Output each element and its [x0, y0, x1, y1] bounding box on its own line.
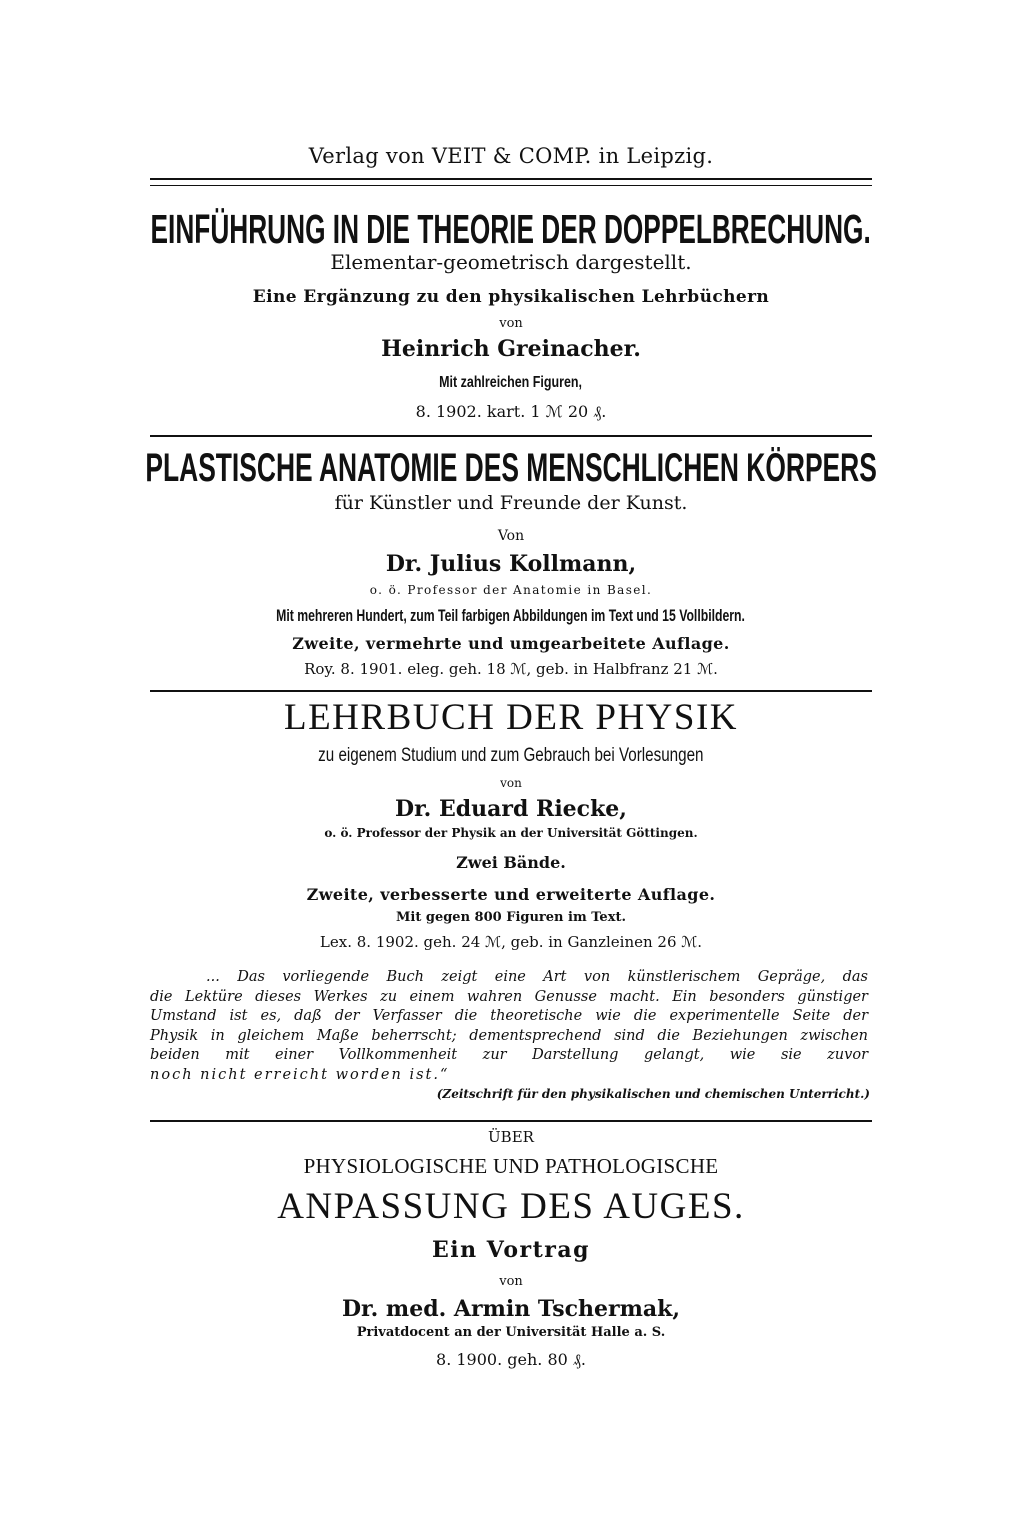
book3-von: von: [500, 776, 522, 790]
book1-author: Heinrich Greinacher.: [381, 336, 641, 362]
book4-title-line1: PHYSIOLOGISCHE UND PATHOLOGISCHE: [303, 1154, 719, 1178]
book3-title: LEHRBUCH DER PHYSIK: [283, 697, 739, 738]
book2-illustrations-wrap: [150, 606, 872, 626]
book3-price: Lex. 8. 1902. geh. 24 ℳ, geb. in Ganzleinen 26 ℳ.: [319, 933, 703, 951]
book3-subtitle-wrap: [150, 745, 872, 767]
book4-over: ÜBER: [488, 1128, 534, 1146]
divider-1: [150, 435, 872, 437]
book2-author: Dr. Julius Kollmann,: [385, 551, 637, 577]
book1-von: von: [499, 316, 523, 331]
book1-title-wrap: [150, 206, 872, 250]
book3-author: Dr. Eduard Riecke,: [395, 796, 627, 822]
review-line: ... Das vorliegende Buch zeigt eine Art von künstlerischem Gepräge, das: [206, 969, 868, 985]
book2-edition: Zweite, vermehrte und umgearbeitete Auflage.: [292, 634, 730, 653]
book3-figures: Mit gegen 800 Figuren im Text.: [396, 910, 626, 925]
book3-subtitle: zu eigenem Studium und zum Gebrauch bei Vorlesungen: [318, 745, 704, 766]
book3-volumes: Zwei Bände.: [456, 853, 566, 872]
book1-price: 8. 1902. kart. 1 ℳ 20 ₰.: [415, 402, 607, 421]
review-line: beiden mit einer Vollkommenheit zur Darstellung gelangt, wie sie zuvor: [150, 1047, 868, 1063]
book3-review: [150, 968, 872, 1101]
book2-position: o. ö. Professor der Anatomie in Basel.: [369, 583, 653, 597]
book2-price: Roy. 8. 1901. eleg. geh. 18 ℳ, geb. in Halbfranz 21 ℳ.: [304, 660, 718, 678]
book4-subtitle: Ein Vortrag: [432, 1237, 590, 1263]
book2-von: Von: [497, 528, 525, 544]
book1-figures: Mit zahlreichen Figuren,: [439, 374, 583, 391]
book1-supplement: Eine Ergänzung zu den physikalischen Lehrbüchern: [252, 287, 770, 307]
book3-edition: Zweite, verbesserte und erweiterte Auflage.: [306, 885, 716, 904]
review-line: Physik in gleichem Maße beherrscht; dementsprechend sind die Beziehungen zwischen: [150, 1027, 868, 1044]
book4-author: Dr. med. Armin Tschermak,: [341, 1296, 681, 1322]
book3-position: o. ö. Professor der Physik an der Universität Göttingen.: [324, 826, 698, 840]
book4-position: Privatdocent an der Universität Halle a. S.: [356, 1325, 666, 1340]
book1-subtitle: Elementar-geometrisch dargestellt.: [330, 250, 692, 274]
book2-title-wrap: [145, 446, 877, 490]
book2-illustrations: Mit mehreren Hundert, zum Teil farbigen Abbildungen im Text und 15 Vollbildern.: [276, 606, 746, 625]
book4-von: von: [499, 1274, 523, 1289]
divider-2: [150, 690, 872, 692]
review-source: (Zeitschrift für den physikalischen und chemischen Unterricht.): [436, 1087, 870, 1101]
divider-3: [150, 1120, 872, 1122]
publisher-header: Verlag von VEIT & COMP. in Leipzig.: [308, 144, 714, 168]
review-line: noch nicht erreicht worden ist.“: [150, 1066, 450, 1083]
header-divider: [150, 178, 872, 186]
book1-title: EINFÜHRUNG IN DIE THEORIE DER DOPPELBRECHUNG.: [150, 206, 872, 252]
review-line: Umstand ist es, daß der Verfasser die theoretische wie die experimentelle Seite der: [150, 1008, 868, 1024]
book2-title: PLASTISCHE ANATOMIE DES MENSCHLICHEN KÖRPERS: [145, 446, 877, 490]
review-line: die Lektüre dieses Werkes zu einem wahren Genusse macht. Ein besonders günstiger: [150, 988, 868, 1005]
book2-subtitle: für Künstler und Freunde der Kunst.: [334, 492, 688, 514]
book4-price: 8. 1900. geh. 80 ₰.: [436, 1350, 586, 1369]
book1-figures-wrap: [150, 372, 872, 392]
book4-title-line2: ANPASSUNG DES AUGES.: [277, 1186, 745, 1227]
